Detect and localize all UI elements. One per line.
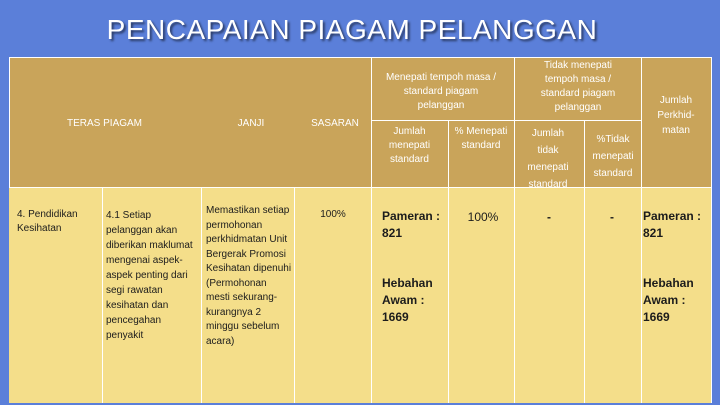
cell-jumlah-perkhidmatan-hebahan: Hebahan Awam : 1669 bbox=[643, 276, 694, 324]
header-jumlah-menepati: Jumlah menepati standard bbox=[388, 126, 431, 165]
cell-teras: 4. Pendidikan Kesihatan bbox=[17, 209, 78, 234]
header-jumlah-perkhidmatan: Jumlah Perkhid-matan bbox=[657, 95, 695, 136]
cell-jumlah-menepati-pameran: Pameran : 821 bbox=[382, 209, 441, 240]
header-tidak-menepati-group: Tidak menepati tempoh masa / standard piagam pelanggan bbox=[540, 60, 616, 113]
header-pct-tidak-menepati: %Tidak menepati standard bbox=[592, 134, 634, 179]
page-title: PENCAPAIAN PIAGAM PELANGGAN bbox=[106, 14, 598, 45]
cell-jumlah-perkhidmatan-pameran: Pameran : 821 bbox=[643, 209, 702, 240]
header-jumlah-tidak-menepati: Jumlah tidak menepati standard bbox=[527, 128, 569, 190]
header-menepati-group: Menepati tempoh masa / standard piagam pelanggan bbox=[385, 72, 497, 111]
cell-janji: Memastikan setiap permohonan perkhidmatan Unit Bergerak Promosi Kesihatan dipenuhi (Permohonan mesti sekurang-kurangnya 2 minggu sebelum acara) bbox=[206, 205, 292, 347]
cell-jumlah-tidak-menepati: - bbox=[547, 210, 551, 224]
header-pct-menepati: % Menepati standard bbox=[454, 126, 508, 151]
header-sasaran: SASARAN bbox=[311, 118, 359, 129]
header-teras-piagam: TERAS PIAGAM bbox=[67, 118, 143, 129]
cell-pct-tidak-menepati: - bbox=[610, 210, 614, 224]
charter-table bbox=[9, 57, 712, 403]
cell-sasaran: 100% bbox=[320, 209, 346, 220]
header-janji: JANJI bbox=[237, 118, 265, 129]
cell-pct-menepati: 100% bbox=[467, 210, 499, 224]
cell-jumlah-menepati-hebahan: Hebahan Awam : 1669 bbox=[382, 276, 433, 324]
cell-teras-sub: 4.1 Setiap pelanggan akan diberikan maklumat mengenai aspek-aspek penting dari segi rawatan kesihatan dan pencegahan penyakit bbox=[106, 210, 193, 341]
